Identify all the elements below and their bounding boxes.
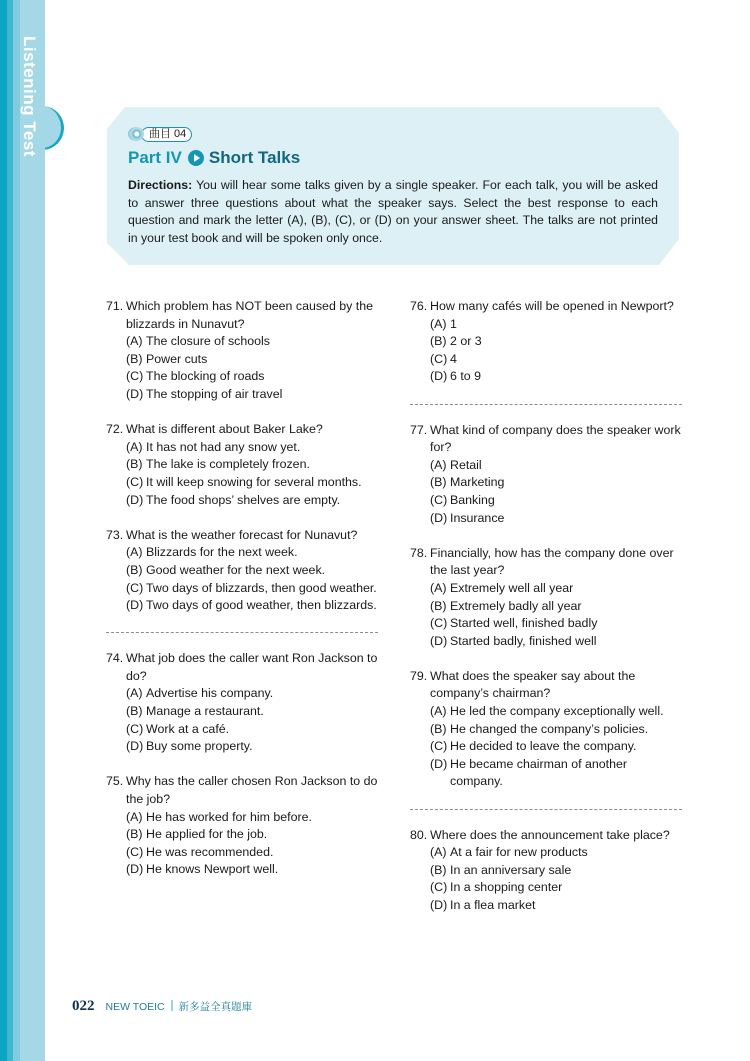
option-letter: (B) xyxy=(430,475,447,490)
question-text: Financially, how has the company done over the last year? xyxy=(430,545,674,578)
option xyxy=(410,351,682,369)
option-letter: (D) xyxy=(126,386,144,401)
option-letter: (A) xyxy=(126,809,143,824)
option-text: Manage a restaurant. xyxy=(146,704,264,719)
option-text: The food shops’ shelves are empty. xyxy=(146,492,341,507)
option xyxy=(106,580,378,598)
option xyxy=(106,351,378,369)
option-letter: (A) xyxy=(430,845,447,860)
question-number: 77. xyxy=(410,422,428,437)
option-letter: (D) xyxy=(430,756,448,771)
option-text: It has not had any snow yet. xyxy=(146,439,301,454)
question-number: 74. xyxy=(106,651,124,666)
option-text: 2 or 3 xyxy=(450,334,482,349)
option-text: 1 xyxy=(450,316,457,331)
play-icon xyxy=(188,150,204,166)
question-number: 76. xyxy=(410,299,428,313)
option-text: 6 to 9 xyxy=(450,369,482,384)
question-73 xyxy=(106,527,378,615)
option-letter: (D) xyxy=(430,510,448,525)
option-text: Two days of good weather, then blizzards. xyxy=(146,598,377,613)
option-text: Buy some property. xyxy=(146,739,253,754)
option xyxy=(106,809,378,827)
option xyxy=(410,598,682,616)
option xyxy=(106,738,378,756)
option-letter: (A) xyxy=(430,316,447,331)
option-letter: (A) xyxy=(430,704,447,719)
option-text: 4 xyxy=(450,351,457,366)
option-letter: (B) xyxy=(126,457,143,472)
option-letter: (A) xyxy=(126,545,143,560)
question-text: Where does the announcement take place? xyxy=(430,827,670,842)
option-text: Insurance xyxy=(450,510,505,525)
option xyxy=(410,844,682,862)
option-letter: (D) xyxy=(126,739,144,754)
option xyxy=(106,474,378,492)
option-text: Blizzards for the next week. xyxy=(146,545,298,560)
option xyxy=(106,861,378,879)
option xyxy=(410,492,682,510)
option-letter: (B) xyxy=(430,862,447,877)
option-letter: (B) xyxy=(126,827,143,842)
talk-divider xyxy=(410,404,682,405)
option-letter: (A) xyxy=(126,334,143,349)
option xyxy=(410,474,682,492)
option-letter: (A) xyxy=(430,457,447,472)
option-text: Two days of blizzards, then good weather. xyxy=(146,580,377,595)
option xyxy=(106,721,378,739)
side-stripe xyxy=(20,0,45,1061)
question-71 xyxy=(106,298,378,404)
option-letter: (B) xyxy=(430,334,447,349)
question-number: 75. xyxy=(106,774,124,789)
option-letter: (C) xyxy=(126,580,144,595)
option xyxy=(410,721,682,739)
option-text: He knows Newport well. xyxy=(146,862,279,877)
side-stripe xyxy=(13,0,20,1061)
question-number: 72. xyxy=(106,422,124,437)
question-text: What job does the caller want Ron Jackson to do? xyxy=(126,651,378,683)
question-76 xyxy=(410,298,682,386)
talk-divider xyxy=(410,809,682,810)
option-text: In an anniversary sale xyxy=(450,862,572,877)
option-text: He applied for the job. xyxy=(146,827,268,842)
option xyxy=(106,492,378,510)
option-letter: (A) xyxy=(430,580,447,595)
option-letter: (C) xyxy=(126,369,144,384)
option xyxy=(410,756,682,791)
option-text: Started well, finished badly xyxy=(450,616,598,631)
side-bar xyxy=(0,0,45,1061)
question-text: Why has the caller chosen Ron Jackson to do the job? xyxy=(126,774,378,807)
option-text: Power cuts xyxy=(146,351,208,366)
question-79 xyxy=(410,668,682,791)
question-80 xyxy=(410,827,682,915)
directions-label: Directions: xyxy=(128,178,193,192)
option xyxy=(106,562,378,580)
option-text: At a fair for new products xyxy=(450,845,588,860)
option-letter: (C) xyxy=(430,616,448,631)
option xyxy=(410,879,682,897)
side-stripe xyxy=(0,0,7,1061)
option-text: Extremely well all year xyxy=(450,580,574,595)
question-75 xyxy=(106,773,378,879)
option-text: The closure of schools xyxy=(146,334,270,349)
option xyxy=(410,703,682,721)
question-column-right xyxy=(410,298,682,932)
directions-body: You will hear some talks given by a single speaker. For each talk, you will be asked to answer three questions about what the speaker says. Select the best response to each question and mark the letter (A), (B), (C), or (D) on your answer sheet. The talks are not printed in your test book and will be spoken only once. xyxy=(128,178,658,246)
option-text: Work at a café. xyxy=(146,721,230,736)
option-text: In a shopping center xyxy=(450,880,563,895)
option xyxy=(410,333,682,351)
option xyxy=(106,439,378,457)
option xyxy=(106,368,378,386)
option-letter: (A) xyxy=(126,686,143,701)
question-78 xyxy=(410,545,682,651)
option xyxy=(106,386,378,404)
footer-divider xyxy=(171,1000,173,1011)
question-number: 73. xyxy=(106,527,124,542)
option-letter: (C) xyxy=(430,351,448,366)
option xyxy=(106,826,378,844)
question-77 xyxy=(410,422,682,528)
option-letter: (B) xyxy=(430,721,447,736)
option xyxy=(106,333,378,351)
option-text: Advertise his company. xyxy=(146,686,274,701)
option-letter: (C) xyxy=(126,721,144,736)
option-letter: (C) xyxy=(430,880,448,895)
question-number: 78. xyxy=(410,545,428,560)
question-number: 80. xyxy=(410,827,428,842)
option-letter: (C) xyxy=(430,739,448,754)
option-text: Extremely badly all year xyxy=(450,598,582,613)
option-letter: (D) xyxy=(430,898,448,912)
option-letter: (C) xyxy=(126,844,144,859)
option-text: Started badly, finished well xyxy=(450,633,597,648)
option xyxy=(410,368,682,386)
option xyxy=(410,457,682,475)
option-text: Marketing xyxy=(450,475,505,490)
audio-track xyxy=(128,126,192,142)
page-title xyxy=(128,148,300,168)
book-title-cn: 新多益全真題庫 xyxy=(178,1001,253,1013)
directions-text xyxy=(128,177,658,248)
option-text: Retail xyxy=(450,457,482,472)
option-text: He became chairman of another company. xyxy=(450,756,628,789)
track-label: 曲目 04 xyxy=(141,127,192,142)
option-text: The lake is completely frozen. xyxy=(146,457,310,472)
option-letter: (D) xyxy=(126,598,144,613)
option xyxy=(106,597,378,615)
option-text: The stopping of air travel xyxy=(146,386,283,401)
page-footer xyxy=(72,998,252,1015)
option xyxy=(410,897,682,915)
option-letter: (C) xyxy=(430,492,448,507)
option-text: In a flea market xyxy=(450,898,536,912)
cd-icon xyxy=(128,127,144,141)
option xyxy=(410,316,682,334)
question-number: 71. xyxy=(106,299,124,313)
question-text: What kind of company does the speaker work for? xyxy=(430,422,681,455)
option xyxy=(106,685,378,703)
question-text: Which problem has NOT been caused by the blizzards in Nunavut? xyxy=(126,299,374,331)
option xyxy=(410,633,682,651)
question-number: 79. xyxy=(410,668,428,683)
option xyxy=(410,615,682,633)
option xyxy=(106,844,378,862)
option-letter: (A) xyxy=(126,439,143,454)
part-label: Part IV xyxy=(128,148,182,167)
option-text: The blocking of roads xyxy=(146,369,265,384)
option xyxy=(106,544,378,562)
question-text: How many cafés will be opened in Newport? xyxy=(430,299,674,313)
option-letter: (D) xyxy=(126,492,144,507)
question-text: What does the speaker say about the company’s chairman? xyxy=(430,668,636,701)
option-letter: (B) xyxy=(430,598,447,613)
book-title: NEW TOEIC xyxy=(105,1001,165,1013)
talk-divider xyxy=(106,632,378,633)
question-text: What is the weather forecast for Nunavut? xyxy=(126,527,358,542)
option-text: It will keep snowing for several months. xyxy=(146,474,362,489)
option-text: He was recommended. xyxy=(146,844,274,859)
option xyxy=(106,703,378,721)
option xyxy=(410,580,682,598)
option-letter: (B) xyxy=(126,351,143,366)
page-number: 022 xyxy=(72,998,95,1014)
option-letter: (B) xyxy=(126,562,143,577)
option-letter: (D) xyxy=(126,862,144,877)
option-letter: (D) xyxy=(430,633,448,648)
question-column-left xyxy=(106,298,378,897)
question-text: What is different about Baker Lake? xyxy=(126,422,323,437)
section-label: Listening Test xyxy=(20,36,39,157)
question-74 xyxy=(106,650,378,756)
option-text: He has worked for him before. xyxy=(146,809,312,824)
option xyxy=(410,510,682,528)
option xyxy=(106,456,378,474)
option-letter: (B) xyxy=(126,704,143,719)
option-text: Banking xyxy=(450,492,495,507)
option-text: He decided to leave the company. xyxy=(450,739,637,754)
option-text: He changed the company’s policies. xyxy=(450,721,649,736)
option xyxy=(410,862,682,880)
option-text: Good weather for the next week. xyxy=(146,562,326,577)
option xyxy=(410,738,682,756)
option-letter: (D) xyxy=(430,369,448,384)
option-text: He led the company exceptionally well. xyxy=(450,704,664,719)
question-72 xyxy=(106,421,378,509)
option-letter: (C) xyxy=(126,474,144,489)
section-title: Short Talks xyxy=(208,148,301,167)
